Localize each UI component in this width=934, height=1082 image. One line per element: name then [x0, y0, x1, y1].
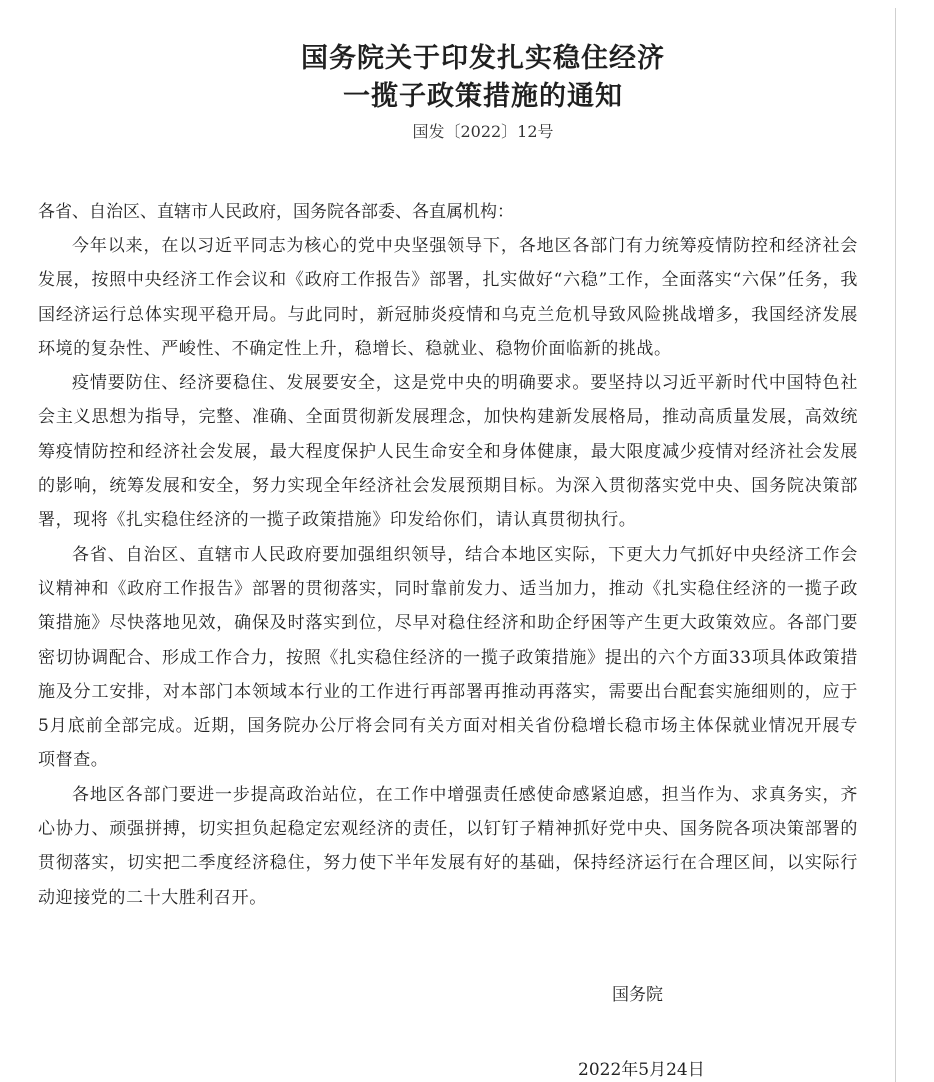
signature-date: 2022年5月24日 — [578, 1060, 705, 1080]
body-paragraph-4: 各地区各部门要进一步提高政治站位，在工作中增强责任感使命感紧迫感，担当作为、求真务实，齐心协力、顽强拼搏，切实担负起稳定宏观经济的责任，以钉钉子精神抓好党中央、国务院各项决策部署的贯彻落实，切实把二季度经济稳住，努力使下半年发展有好的基础，保持经济运行在合理区间，以实际行动迎接党的二十大胜利召开。 — [38, 784, 858, 908]
title-line-1: 国务院关于印发扎实稳住经济 — [301, 43, 665, 74]
salutation: 各省、自治区、直辖市人民政府，国务院各部委、各直属机构： — [38, 202, 514, 222]
signature-organization: 国务院 — [612, 985, 663, 1005]
document-number: 国发〔2022〕12号 — [412, 122, 554, 141]
body-paragraph-3: 各省、自治区、直辖市人民政府要加强组织领导，结合本地区实际，下更大力气抓好中央经济工作会议精神和《政府工作报告》部署的贯彻落实，同时靠前发力、适当加力，推动《扎实稳住经济的一揽子政策措施》尽快落地见效，确保及时落实到位，尽早对稳住经济和助企纾困等产生更大政策效应。各部门要密切协调配合、形成工作合力，按照《扎实稳住经济的一揽子政策措施》提出的六个方面33项具体政策措施及分工安排，对本部门本领域本行业的工作进行再部署再推动再落实，需要出台配套实施细则的，应于5月底前全部完成。近期，国务院办公厅将会同有关方面对相关省份稳增长稳市场主体保就业情况开展专项督查。 — [38, 544, 858, 771]
page-border-line — [895, 8, 896, 1082]
document-page — [38, 40, 858, 908]
body-paragraph-1: 今年以来，在以习近平同志为核心的党中央坚强领导下，各地区各部门有力统筹疫情防控和经济社会发展，按照中央经济工作会议和《政府工作报告》部署，扎实做好“六稳”工作，全面落实“六保”任务，我国经济运行总体实现平稳开局。与此同时，新冠肺炎疫情和乌克兰危机导致风险挑战增多，我国经济发展环境的复杂性、严峻性、不确定性上升，稳增长、稳就业、稳物价面临新的挑战。 — [38, 236, 858, 359]
title-line-2: 一揽子政策措施的通知 — [343, 81, 623, 112]
document-title — [38, 40, 858, 116]
body-paragraph-2: 疫情要防住、经济要稳住、发展要安全，这是党中央的明确要求。要坚持以习近平新时代中国特色社会主义思想为指导，完整、准确、全面贯彻新发展理念，加快构建新发展格局，推动高质量发展，高效统筹疫情防控和经济社会发展，最大程度保护人民生命安全和身体健康，最大限度减少疫情对经济社会发展的影响，统筹发展和安全，努力实现全年经济社会发展预期目标。为深入贯彻落实党中央、国务院决策部署，现将《扎实稳住经济的一揽子政策措施》印发给你们，请认真贯彻执行。 — [38, 373, 858, 531]
document-body — [38, 229, 858, 915]
